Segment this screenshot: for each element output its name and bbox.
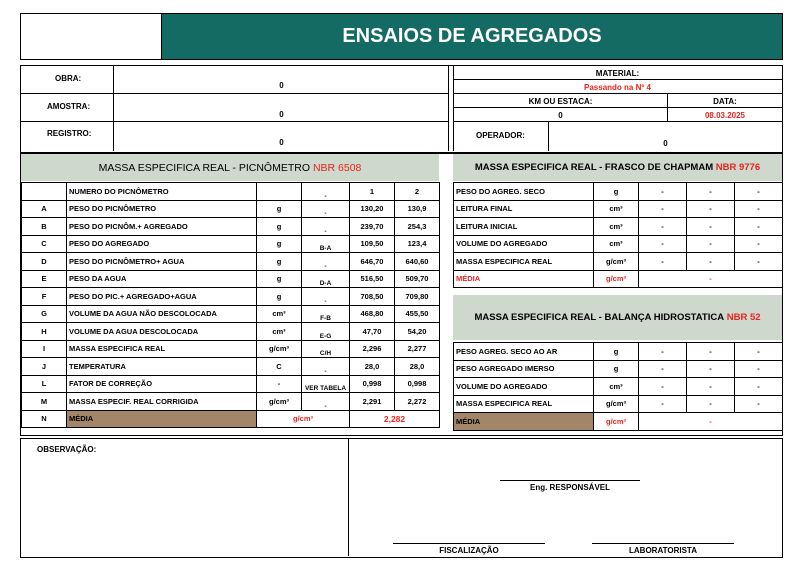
chapman-title-text: MASSA ESPECIFICA REAL - FRASCO DE CHAPMAM: [474, 162, 714, 173]
row-unit: g: [257, 253, 302, 271]
obra-value[interactable]: 0: [279, 81, 284, 90]
row-key: I: [22, 340, 67, 358]
row-formula: VER TABELA: [302, 375, 350, 393]
row-value-2[interactable]: 2,277: [395, 340, 440, 358]
hidrostatica-title-text: MASSA ESPECIFICA REAL - BALANÇA HIDROSTATICA: [474, 312, 725, 323]
table-row: [22, 235, 440, 253]
picnometro-table: [21, 182, 440, 428]
row-value-2[interactable]: 2,272: [395, 393, 440, 411]
media-value[interactable]: -: [639, 413, 783, 431]
hidrostatica-table: [453, 342, 783, 431]
table-row: [22, 305, 440, 323]
row-value-3[interactable]: -: [735, 218, 783, 236]
row-unit: [257, 183, 302, 201]
row-value-1[interactable]: -: [639, 235, 687, 253]
row-value-2[interactable]: 2: [395, 183, 440, 201]
row-value-1[interactable]: 2,291: [350, 393, 395, 411]
row-unit: g: [257, 288, 302, 306]
operador-value[interactable]: 0: [663, 139, 668, 148]
row-value-2[interactable]: -: [687, 360, 735, 378]
row-label: PESO DA AGUA: [67, 270, 257, 288]
row-value-1[interactable]: -: [639, 183, 687, 201]
row-key: G: [22, 305, 67, 323]
row-label: PESO DO PICNÔMETRO: [67, 200, 257, 218]
row-value-1[interactable]: -: [639, 343, 687, 361]
row-value-2[interactable]: 54,20: [395, 323, 440, 341]
row-unit: g/cm³: [257, 340, 302, 358]
table-row: [22, 253, 440, 271]
row-value-2[interactable]: -: [687, 183, 735, 201]
row-value-2[interactable]: -: [687, 343, 735, 361]
row-value-2[interactable]: -: [687, 235, 735, 253]
km-value[interactable]: 0: [558, 111, 563, 120]
amostra-value[interactable]: 0: [279, 110, 284, 119]
picnometro-title-text: MASSA ESPECIFICA REAL - PICNÔMETRO: [98, 161, 311, 174]
row-value-1[interactable]: 516,50: [350, 270, 395, 288]
row-formula: F-B: [302, 305, 350, 323]
row-unit: g: [257, 270, 302, 288]
row-formula: -: [302, 288, 350, 306]
row-unit: g: [594, 343, 639, 361]
footer-frame: [20, 438, 783, 558]
row-value-3[interactable]: -: [735, 183, 783, 201]
table-row: [454, 360, 783, 378]
row-value-2[interactable]: 509,70: [395, 270, 440, 288]
row-unit: cm³: [594, 218, 639, 236]
row-value-1[interactable]: 47,70: [350, 323, 395, 341]
row-key: M: [22, 393, 67, 411]
row-label: PESO AGREG. SECO AO AR: [454, 343, 594, 361]
chapman-title: [453, 154, 782, 181]
row-key: D: [22, 253, 67, 271]
row-value-3[interactable]: -: [735, 343, 783, 361]
data-value[interactable]: 08.03.2025: [704, 111, 746, 120]
registro-label: REGISTRO:: [47, 129, 92, 138]
row-value-3[interactable]: -: [735, 360, 783, 378]
row-value-1[interactable]: 708,50: [350, 288, 395, 306]
row-value-3[interactable]: -: [735, 378, 783, 396]
table-row: [454, 395, 783, 413]
row-formula: -: [302, 200, 350, 218]
row-key: A: [22, 200, 67, 218]
table-row: [454, 253, 783, 271]
laboratorista-signature-line: LABORATORISTA: [592, 543, 734, 555]
table-row: [22, 183, 440, 201]
table-row: [22, 200, 440, 218]
table-row: [22, 393, 440, 411]
picnometro-title: [21, 154, 439, 181]
title-logo-box: [20, 13, 162, 60]
row-value-1[interactable]: 646,70: [350, 253, 395, 271]
row-value-2[interactable]: 28,0: [395, 358, 440, 376]
media-label: MÉDIA: [454, 413, 594, 431]
row-value-1[interactable]: 0,998: [350, 375, 395, 393]
row-value-3[interactable]: -: [735, 235, 783, 253]
media-value[interactable]: 2,282: [350, 410, 440, 428]
row-value-2[interactable]: 130,9: [395, 200, 440, 218]
row-value-1[interactable]: 2,296: [350, 340, 395, 358]
row-key: H: [22, 323, 67, 341]
row-key: J: [22, 358, 67, 376]
row-label: MASSA ESPECIFICA REAL: [454, 395, 594, 413]
row-value-1[interactable]: -: [639, 253, 687, 271]
row-unit: g/cm³: [594, 395, 639, 413]
row-label: PESO DO AGREGADO: [67, 235, 257, 253]
data-label: DATA:: [713, 97, 737, 106]
row-value-2[interactable]: 455,50: [395, 305, 440, 323]
row-formula: -: [302, 358, 350, 376]
row-value-1[interactable]: 28,0: [350, 358, 395, 376]
media-label: MÉDIA: [454, 270, 594, 288]
row-label: MASSA ESPECIF. REAL CORRIGIDA: [67, 393, 257, 411]
row-key: [22, 183, 67, 201]
row-unit: g: [594, 183, 639, 201]
media-value[interactable]: -: [639, 270, 783, 288]
picnometro-norm: NBR 6508: [312, 161, 362, 174]
table-row: [22, 323, 440, 341]
row-label: NUMERO DO PICNÔMETRO: [67, 183, 257, 201]
table-row: [22, 218, 440, 236]
row-value-2[interactable]: 640,60: [395, 253, 440, 271]
row-label: MASSA ESPECIFICA REAL: [454, 253, 594, 271]
row-formula: B-A: [302, 235, 350, 253]
row-value-1[interactable]: 130,20: [350, 200, 395, 218]
table-row: [22, 288, 440, 306]
row-label: PESO DO PICNÔMETRO+ AGUA: [67, 253, 257, 271]
row-value-1[interactable]: 109,50: [350, 235, 395, 253]
row-unit: g/cm³: [594, 253, 639, 271]
table-row: [454, 343, 783, 361]
row-label: VOLUME DA AGUA NÃO DESCOLOCADA: [67, 305, 257, 323]
fiscalizacao-signature-line: FISCALIZAÇÃO: [393, 543, 545, 555]
table-row: [22, 340, 440, 358]
row-label: PESO DO PICNÔM.+ AGREGADO: [67, 218, 257, 236]
row-label: VOLUME DO AGREGADO: [454, 378, 594, 396]
row-label: PESO DO PIC.+ AGREGADO+AGUA: [67, 288, 257, 306]
row-key: B: [22, 218, 67, 236]
registro-value[interactable]: 0: [279, 138, 284, 147]
header-info: [20, 65, 783, 153]
operador-label: OPERADOR:: [476, 131, 525, 140]
row-formula: D-A: [302, 270, 350, 288]
row-unit: cm³: [594, 378, 639, 396]
row-label: VOLUME DA AGUA DESCOLOCADA: [67, 323, 257, 341]
row-unit: cm³: [594, 235, 639, 253]
row-value-2[interactable]: -: [687, 200, 735, 218]
table-row: [454, 200, 783, 218]
row-unit: cm³: [257, 323, 302, 341]
row-value-2[interactable]: 123,4: [395, 235, 440, 253]
table-row: [454, 183, 783, 201]
page-title: ENSAIOS DE AGREGADOS: [161, 13, 783, 60]
row-unit: cm³: [594, 200, 639, 218]
chapman-norm: NBR 9776: [715, 162, 761, 173]
km-label: KM OU ESTACA:: [528, 97, 593, 106]
row-value-1[interactable]: -: [639, 395, 687, 413]
media-row: [454, 413, 783, 431]
row-value-2[interactable]: 709,80: [395, 288, 440, 306]
table-row: [454, 378, 783, 396]
row-label: VOLUME DO AGREGADO: [454, 235, 594, 253]
row-unit: g: [257, 218, 302, 236]
media-label: MÉDIA: [67, 410, 257, 428]
table-row: [22, 270, 440, 288]
table-row: [22, 358, 440, 376]
row-value-2[interactable]: -: [687, 378, 735, 396]
row-unit: g: [594, 360, 639, 378]
row-formula: C/H: [302, 340, 350, 358]
row-formula: -: [302, 253, 350, 271]
row-label: PESO DO AGREG. SECO: [454, 183, 594, 201]
row-value-1[interactable]: -: [639, 360, 687, 378]
row-unit: g/cm³: [257, 393, 302, 411]
row-value-3[interactable]: -: [735, 200, 783, 218]
row-formula: -: [302, 218, 350, 236]
row-value-1[interactable]: -: [639, 218, 687, 236]
material-value[interactable]: Passando na Nº 4: [584, 83, 651, 92]
row-value-2[interactable]: -: [687, 218, 735, 236]
row-unit: g: [257, 200, 302, 218]
row-value-1[interactable]: 468,80: [350, 305, 395, 323]
material-label: MATERIAL:: [595, 69, 640, 78]
media-row: [22, 410, 440, 428]
eng-signature-line: Eng. RESPONSÁVEL: [500, 480, 640, 492]
row-label: MASSA ESPECIFICA REAL: [67, 340, 257, 358]
row-key: E: [22, 270, 67, 288]
row-key: L: [22, 375, 67, 393]
row-value-1[interactable]: -: [639, 378, 687, 396]
table-row: [454, 218, 783, 236]
row-value-2[interactable]: -: [687, 253, 735, 271]
row-value-3[interactable]: -: [735, 253, 783, 271]
row-unit: -: [257, 375, 302, 393]
row-unit: C: [257, 358, 302, 376]
hidrostatica-norm: NBR 52: [726, 312, 761, 323]
row-label: PESO AGREGADO IMERSO: [454, 360, 594, 378]
media-row: [454, 270, 783, 288]
row-label: LEITURA FINAL: [454, 200, 594, 218]
observacao-label: OBSERVAÇÃO:: [37, 445, 97, 454]
row-formula: -: [302, 393, 350, 411]
table-row: [22, 375, 440, 393]
row-value-1[interactable]: 1: [350, 183, 395, 201]
row-value-2[interactable]: 0,998: [395, 375, 440, 393]
obra-label: OBRA:: [55, 74, 82, 83]
row-formula: E-G: [302, 323, 350, 341]
row-unit: g: [257, 235, 302, 253]
media-unit: g/cm³: [594, 413, 639, 431]
row-label: FATOR DE CORREÇÃO: [67, 375, 257, 393]
row-label: LEITURA INICIAL: [454, 218, 594, 236]
media-unit: g/cm³: [594, 270, 639, 288]
hidrostatica-title: [453, 295, 782, 340]
row-key: C: [22, 235, 67, 253]
amostra-label: AMOSTRA:: [47, 102, 91, 111]
row-value-3[interactable]: -: [735, 395, 783, 413]
row-formula: -: [302, 183, 350, 201]
row-key: F: [22, 288, 67, 306]
chapman-table: [453, 182, 783, 288]
observacao-area[interactable]: [23, 457, 345, 553]
row-value-1[interactable]: -: [639, 200, 687, 218]
media-key: N: [22, 410, 67, 428]
media-unit: g/cm³: [257, 410, 350, 428]
table-row: [454, 235, 783, 253]
row-unit: cm³: [257, 305, 302, 323]
row-value-2[interactable]: -: [687, 395, 735, 413]
row-label: TEMPERATURA: [67, 358, 257, 376]
row-value-1[interactable]: 239,70: [350, 218, 395, 236]
row-value-2[interactable]: 254,3: [395, 218, 440, 236]
